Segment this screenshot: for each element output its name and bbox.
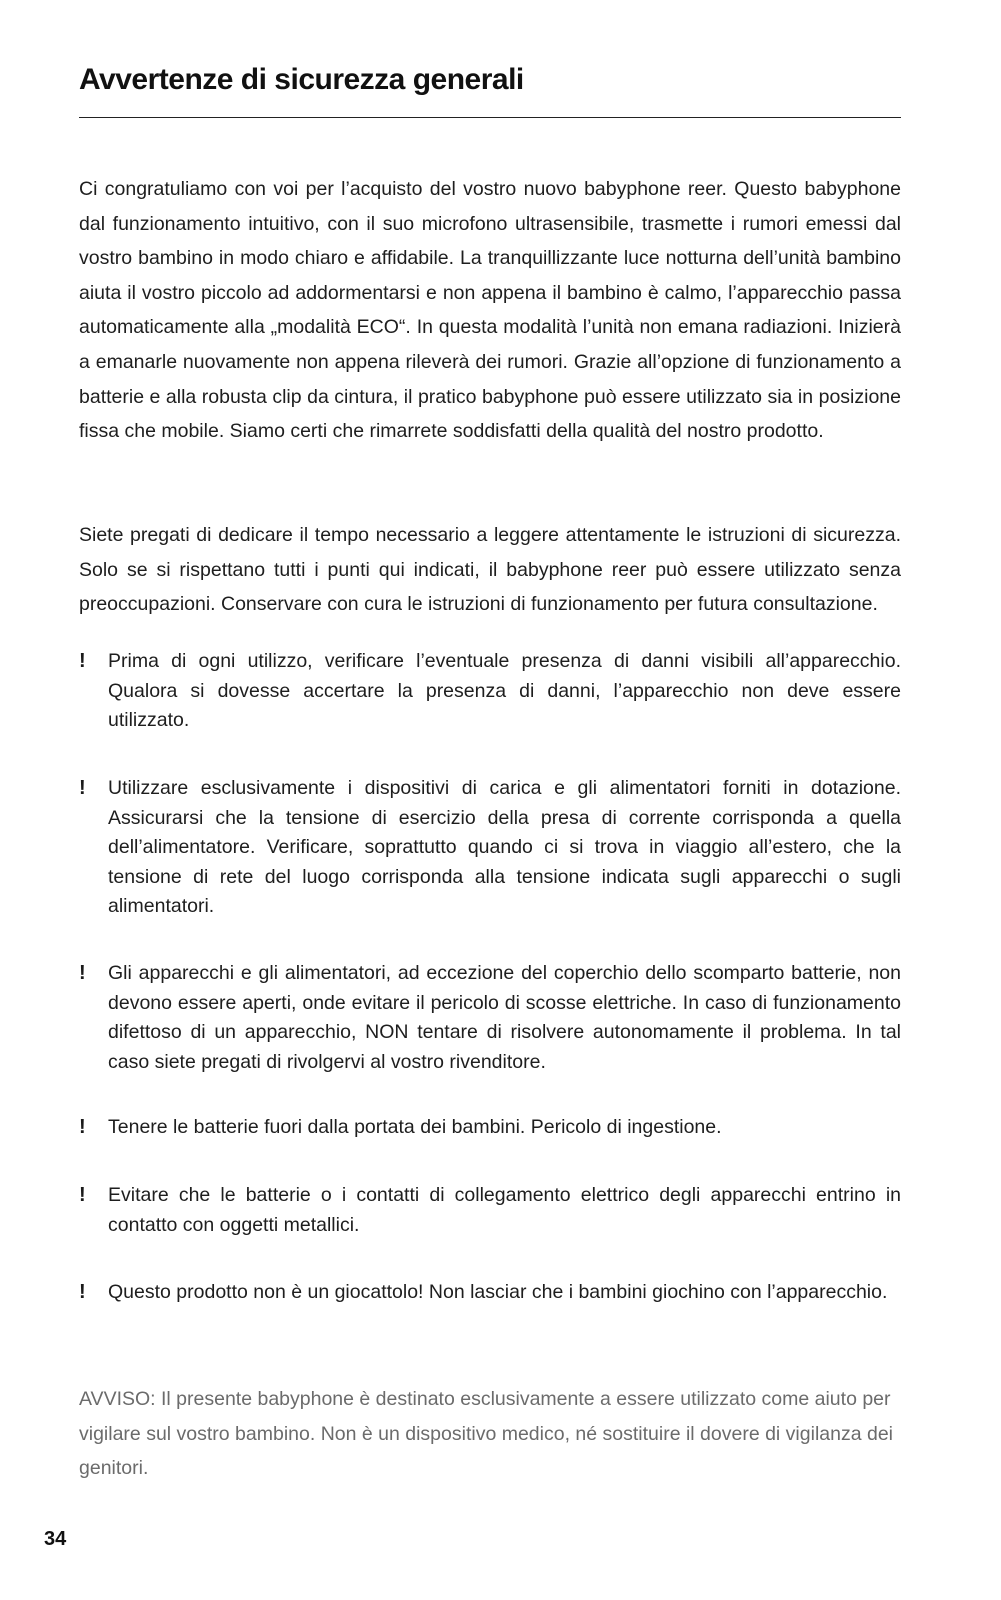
exclamation-icon: ! <box>79 1184 86 1206</box>
title-divider <box>79 117 901 118</box>
warning-text: Utilizzare esclusivamente i dispositivi di carica e gli alimentatori forniti in dotazione. Assicurarsi che la tensione di esercizio della presa di corrente corrisponda a quella dell’alimentatore. Verificare, soprattutto quando ci si trova in viaggio all’estero, che la tensione di rete del luogo corrisponda alla tensione indicata sugli apparecchi o sugli alimentatori. <box>108 777 901 918</box>
warning-text: Prima di ogni utilizzo, verificare l’eventuale presenza di danni visibili all’apparecchio. Qualora si dovesse accertare la presenza di danni, l’apparecchio non deve essere utilizzato. <box>108 650 901 732</box>
exclamation-icon: ! <box>79 1116 86 1138</box>
warning-text: Evitare che le batterie o i contatti di collegamento elettrico degli apparecchi entrino in contatto con oggetti metallici. <box>108 1184 901 1236</box>
exclamation-icon: ! <box>79 777 86 799</box>
intro-paragraph: Ci congratuliamo con voi per l’acquisto del vostro nuovo babyphone reer. Questo babyphone dal funzionamento intuitivo, con il suo microfono ultrasensibile, trasmette i rumori emessi dal vostro bambino in modo chiaro e affidabile. La tranquillizzante luce notturna dell’unità bambino aiuta il vostro piccolo ad addormentarsi e non appena il bambino è calmo, l’apparecchio passa automaticamente alla „modalità ECO“. In questa modalità l’unità non emana radiazioni. Inizierà a emanarle nuovamente non appena rileverà dei rumori. Grazie all’opzione di funzionamento a batterie e alla robusta clip da cintura, il pratico babyphone può essere utilizzato sia in posizione fissa che mobile. Siamo certi che rimarrete soddisfatti della qualità del nostro prodotto. <box>79 178 901 443</box>
instructions-paragraph: Siete pregati di dedicare il tempo necessario a leggere attentamente le istruzioni di sicurezza. Solo se si rispettano tutti i punti qui indicati, il babyphone reer può essere utilizzato senza preoccupazioni. Conservare con cura le istruzioni di funzionamento per futura consultazione. <box>79 524 901 616</box>
exclamation-icon: ! <box>79 650 86 672</box>
page-title: Avvertenze di sicurezza generali <box>79 63 524 96</box>
page-number: 34 <box>44 1528 67 1550</box>
warning-text: Gli apparecchi e gli alimentatori, ad eccezione del coperchio dello scomparto batterie, non devono essere aperti, onde evitare il pericolo di scosse elettriche. In caso di funzionamento difettoso di un apparecchio, NON tentare di risolvere autonomamente il problema. In tal caso siete pregati di rivolgervi al vostro rivenditore. <box>108 962 901 1073</box>
warning-text: Questo prodotto non è un giocattolo! Non lasciar che i bambini giochino con l’apparecchio. <box>108 1281 888 1303</box>
exclamation-icon: ! <box>79 962 86 984</box>
exclamation-icon: ! <box>79 1281 86 1303</box>
warning-text: Tenere le batterie fuori dalla portata dei bambini. Pericolo di ingestione. <box>108 1116 722 1138</box>
notice-paragraph: AVVISO: Il presente babyphone è destinato esclusivamente a essere utilizzato come aiuto per vigilare sul vostro bambino. Non è un dispositivo medico, né sostituire il dovere di vigilanza dei genitori. <box>79 1388 894 1480</box>
